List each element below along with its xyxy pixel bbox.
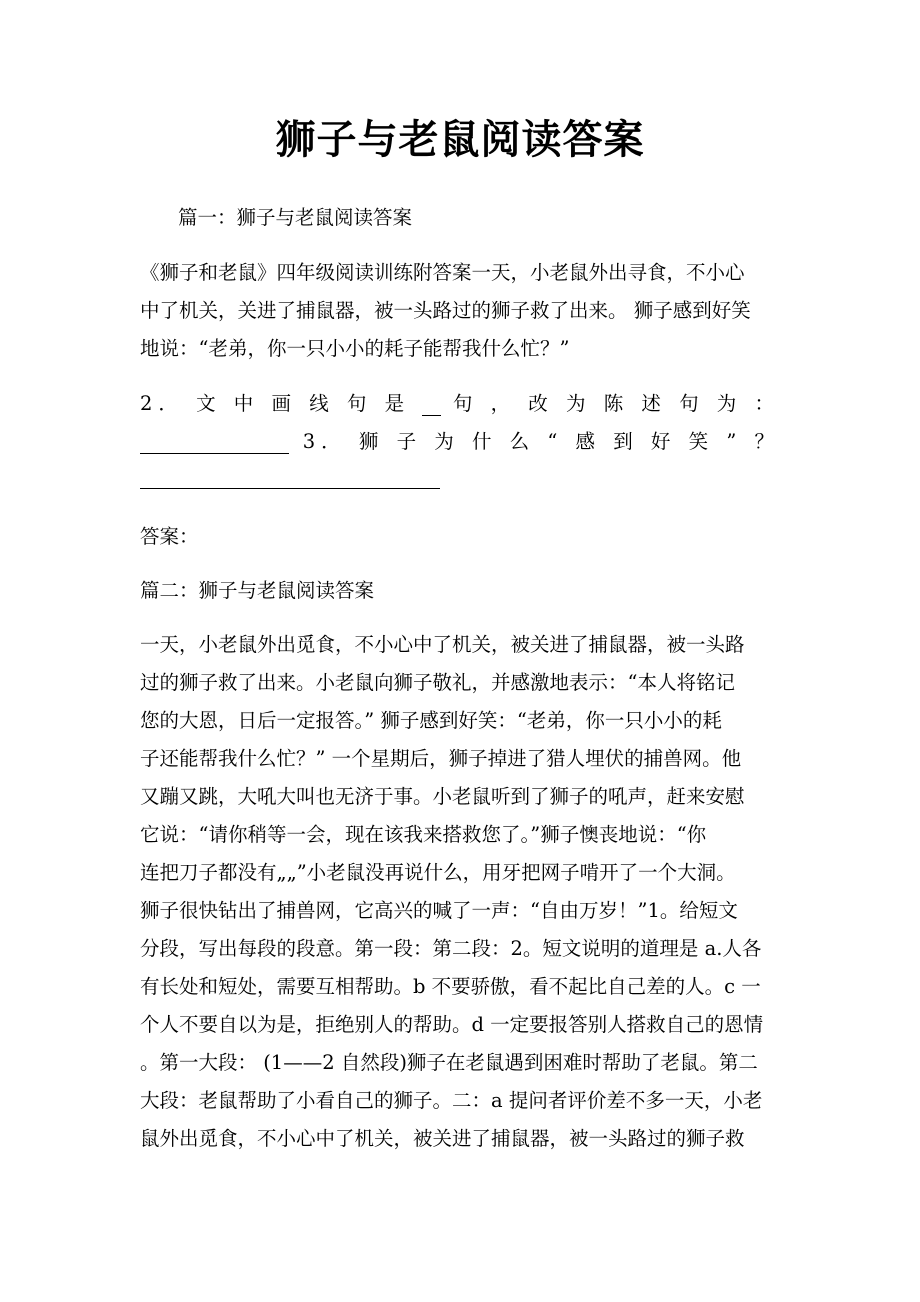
section2-line-5: 又蹦又跳，大吼大叫也无济于事。小老鼠听到了狮子的吼声，赶来安慰 [140, 785, 745, 808]
answer-label: 答案： [140, 525, 199, 548]
section2-line-3: 您的大恩，日后一定报答。” 狮子感到好笑：“老弟，你一只小小的耗 [140, 709, 722, 732]
question-2-line [140, 388, 780, 416]
section1-heading: 篇一：狮子与老鼠阅读答案 [178, 206, 413, 229]
section2-line-7: 连把刀子都没有„„”小老鼠没再说什么，用牙把网子啃开了一个大洞。 [140, 861, 736, 884]
question-2-mid: 句 ， 改 为 陈 述 句 为 ： [452, 392, 780, 415]
question-3-text: 3． 狮 子 为 什 么 “ 感 到 好 笑 ” ？ [302, 430, 780, 453]
section2-line-2: 过的狮子救了出来。小老鼠向狮子敬礼，并感激地表示：“本人将铭记 [140, 671, 735, 694]
answer-blank-3-row [140, 466, 780, 489]
section2-line-14: 鼠外出觅食，不小心中了机关，被关进了捕鼠器，被一头路过的狮子救 [140, 1127, 745, 1150]
question-2-prefix: 2． 文 中 画 线 句 是 [140, 392, 411, 415]
section2-line-11: 个人不要自以为是，拒绝别人的帮助。d 一定要报答别人搭救自己的恩情 [140, 1013, 764, 1036]
section1-line-3: 地说：“老弟，你一只小小的耗子能帮我什么忙？” [140, 337, 570, 360]
section2-line-4: 子还能帮我什么忙？” 一个星期后，狮子掉进了猎人埋伏的捕兽网。他 [140, 747, 742, 770]
section2-line-12: 。第一大段： (1——2 自然段)狮子在老鼠遇到困难时帮助了老鼠。第二 [140, 1051, 758, 1074]
answer-blank-2 [140, 435, 289, 454]
document-title: 狮子与老鼠阅读答案 [275, 116, 645, 163]
section2-line-10: 有长处和短处，需要互相帮助。b 不要骄傲，看不起比自己差的人。c 一 [140, 975, 761, 998]
answer-blank-1 [422, 397, 441, 416]
section1-line-1: 《狮子和老鼠》四年级阅读训练附答案一天，小老鼠外出寻食，不小心 [140, 261, 745, 284]
section2-line-8: 狮子很快钻出了捕兽网，它高兴的喊了一声：“自由万岁！”1。给短文 [140, 899, 738, 922]
section2-heading: 篇二：狮子与老鼠阅读答案 [140, 579, 375, 602]
section2-line-1: 一天，小老鼠外出觅食，不小心中了机关，被关进了捕鼠器，被一头路 [140, 633, 745, 656]
section1-line-2: 中了机关，关进了捕鼠器，被一头路过的狮子救了出来。 狮子感到好笑 [140, 299, 751, 322]
answer-blank-3 [140, 470, 440, 489]
question-3-line [140, 426, 780, 454]
section2-line-13: 大段：老鼠帮助了小看自己的狮子。二：a 提问者评价差不多一天，小老 [140, 1089, 763, 1112]
section2-line-9: 分段，写出每段的段意。第一段：第二段：2。短文说明的道理是 a.人各 [140, 937, 762, 960]
section2-line-6: 它说：“请你稍等一会，现在该我来搭救您了。”狮子懊丧地说：“你 [140, 823, 707, 846]
